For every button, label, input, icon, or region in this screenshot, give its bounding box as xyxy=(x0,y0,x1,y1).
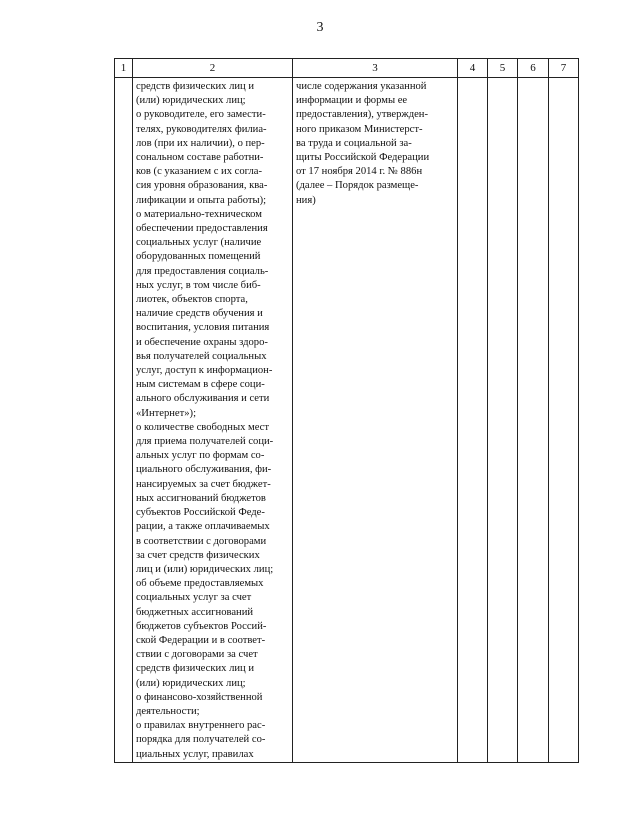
page-number: 3 xyxy=(316,20,324,35)
text-line: сия уровня образования, ква- xyxy=(136,180,268,192)
text-line: ального обслуживания и сети xyxy=(136,393,270,405)
text-line: воспитания, условия питания xyxy=(136,322,270,334)
header-col-2: 2 xyxy=(133,59,293,78)
header-col-4: 4 xyxy=(458,59,488,78)
text-line: альных услуг по формам со- xyxy=(136,450,265,462)
text-line: о финансово-хозяйственной xyxy=(136,691,263,703)
text-line: ской Федерации и в соответ- xyxy=(136,634,266,646)
cell-col-3 xyxy=(293,78,458,763)
text-line: ным системам в сфере соци- xyxy=(136,379,265,391)
text-line: оборудованных помещений xyxy=(136,251,261,263)
text-line: информации и формы ее xyxy=(296,95,408,107)
text-line: бюджетов субъектов Россий- xyxy=(136,620,267,632)
text-line: лов (при их наличии), о пер- xyxy=(136,137,265,149)
text-line: ния) xyxy=(296,194,316,206)
text-line: о материально-техническом xyxy=(136,208,262,220)
text-line: бюджетных ассигнований xyxy=(136,606,254,618)
text-line: лиотек, объектов спорта, xyxy=(136,294,248,306)
text-line: деятельности; xyxy=(136,705,200,717)
text-line: за счет средств физических xyxy=(136,549,260,561)
header-col-7: 7 xyxy=(549,59,579,78)
cell-col-5 xyxy=(488,78,518,763)
text-line: числе содержания указанной xyxy=(296,81,427,92)
text-line: от 17 ноября 2014 г. № 886н xyxy=(296,166,423,178)
text-line: нансируемых за счет бюджет- xyxy=(136,478,271,490)
text-line: средств физических лиц и xyxy=(136,663,255,675)
text-line: щиты Российской Федерации xyxy=(296,152,430,164)
cell-col-1 xyxy=(115,78,133,763)
text-line: лификации и опыта работы); xyxy=(136,194,267,206)
col3-text xyxy=(293,78,457,208)
table-header-row xyxy=(115,59,579,78)
header-col-5: 5 xyxy=(488,59,518,78)
header-col-6: 6 xyxy=(518,59,549,78)
text-line: (или) юридических лиц; xyxy=(136,677,246,689)
text-line: социальных услуг (наличие xyxy=(136,237,262,249)
text-line: ных ассигнований бюджетов xyxy=(136,492,266,504)
text-line: лиц и (или) юридических лиц; xyxy=(136,563,274,575)
text-line: наличие средств обучения и xyxy=(136,308,263,320)
col2-text xyxy=(133,78,292,762)
text-line: о руководителе, его замести- xyxy=(136,109,266,121)
text-line: обеспечении предоставления xyxy=(136,223,268,235)
document-table xyxy=(114,58,579,763)
text-line: телях, руководителях филиа- xyxy=(136,123,267,135)
text-line: (далее – Порядок размеще- xyxy=(296,180,419,192)
text-line: о правилах внутреннего рас- xyxy=(136,720,266,732)
text-line: предоставления), утвержден- xyxy=(296,109,429,121)
cell-col-7 xyxy=(549,78,579,763)
text-line: для приема получателей соци- xyxy=(136,436,274,448)
table-row xyxy=(115,78,579,763)
text-line: вья получателей социальных xyxy=(136,350,267,362)
text-line: и обеспечение охраны здоро- xyxy=(136,336,268,348)
text-line: услуг, доступ к информацион- xyxy=(136,365,273,377)
text-line: средств физических лиц и xyxy=(136,81,255,92)
text-line: «Интернет»); xyxy=(136,407,197,419)
text-line: ного приказом Министерст- xyxy=(296,123,423,135)
cell-col-2 xyxy=(133,78,293,763)
text-line: циального обслуживания, фи- xyxy=(136,464,272,476)
text-line: ва труда и социальной за- xyxy=(296,137,412,149)
header-col-1: 1 xyxy=(115,59,133,78)
text-line: субъектов Российской Феде- xyxy=(136,507,265,519)
text-line: (или) юридических лиц; xyxy=(136,95,246,107)
text-line: рации, а также оплачиваемых xyxy=(136,521,270,533)
text-line: в соответствии с договорами xyxy=(136,535,267,547)
text-line: циальных услуг, правилах xyxy=(136,748,254,760)
text-line: сональном составе работни- xyxy=(136,152,264,164)
header-col-3: 3 xyxy=(293,59,458,78)
text-line: порядка для получателей со- xyxy=(136,734,266,746)
text-line: ных услуг, в том числе биб- xyxy=(136,279,261,291)
text-line: ков (с указанием с их согла- xyxy=(136,166,262,178)
cell-col-4 xyxy=(458,78,488,763)
cell-col-6 xyxy=(518,78,549,763)
text-line: об объеме предоставляемых xyxy=(136,578,264,590)
text-line: о количестве свободных мест xyxy=(136,421,270,433)
text-line: для предоставления социаль- xyxy=(136,265,269,277)
text-line: социальных услуг за счет xyxy=(136,592,252,604)
text-line: ствии с договорами за счет xyxy=(136,649,258,661)
